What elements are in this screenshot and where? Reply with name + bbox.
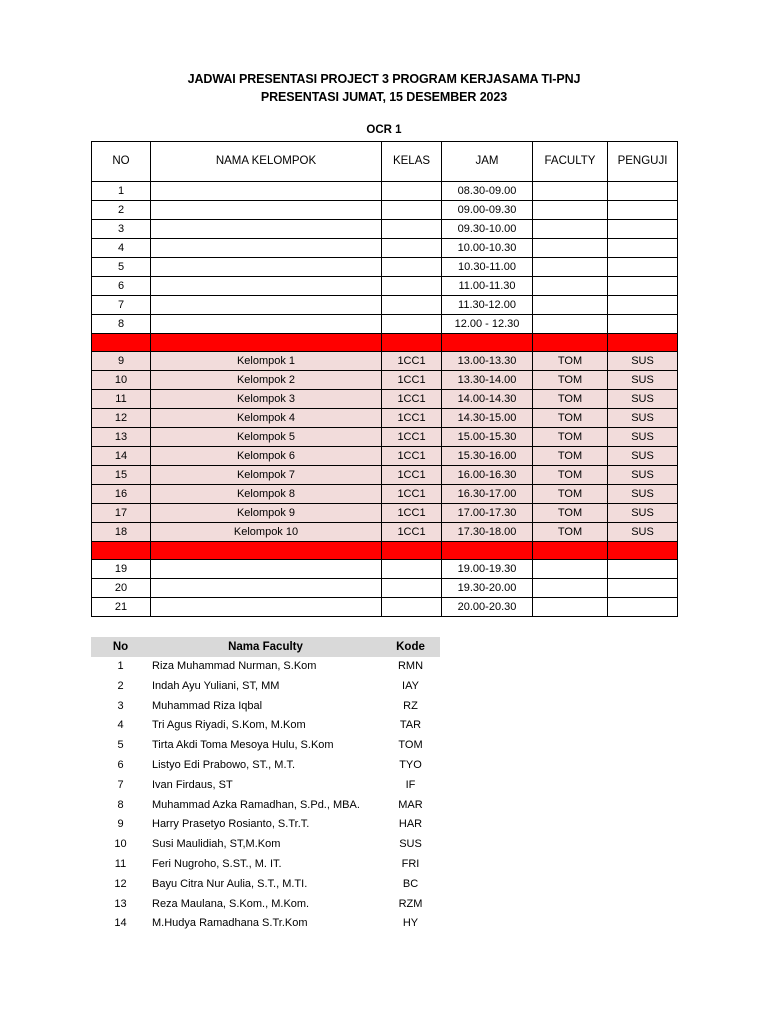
document-subtitle: PRESENTASI JUMAT, 15 DESEMBER 2023 [260, 90, 508, 104]
table-row [92, 220, 678, 239]
faculty-row [91, 756, 440, 776]
cell-nama: Kelompok 4 [151, 409, 382, 428]
table-row [92, 371, 678, 390]
faculty-row [91, 855, 440, 875]
cell-faculty: TOM [533, 371, 608, 390]
cell-faculty: TOM [533, 409, 608, 428]
cell-no: 3 [92, 220, 151, 239]
cell-penguji [608, 598, 678, 617]
cell-nama: Kelompok 3 [151, 390, 382, 409]
cell-jam: 17.00-17.30 [442, 504, 533, 523]
cell-kelas: 1CC1 [382, 371, 442, 390]
cell-no: 10 [92, 371, 151, 390]
cell-kelas: 1CC1 [382, 447, 442, 466]
faculty-no: 9 [117, 818, 124, 831]
cell-no: 12 [92, 409, 151, 428]
faculty-col-kode: Kode [381, 637, 440, 657]
cell-penguji [608, 315, 678, 334]
faculty-nama: Feri Nugroho, S.ST., M. IT. [152, 857, 282, 870]
cell-no: 11 [92, 390, 151, 409]
cell-no: 1 [92, 182, 151, 201]
cell-jam: 20.00-20.30 [442, 598, 533, 617]
cell-jam: 15.00-15.30 [442, 428, 533, 447]
faculty-row [91, 776, 440, 796]
cell-no: 17 [92, 504, 151, 523]
cell-penguji: SUS [608, 352, 678, 371]
cell-penguji [608, 560, 678, 579]
cell-no: 6 [92, 277, 151, 296]
cell-kelas [382, 579, 442, 598]
cell-no: 21 [92, 598, 151, 617]
faculty-nama: Riza Muhammad Nurman, S.Kom [152, 660, 317, 672]
cell-faculty: TOM [533, 485, 608, 504]
faculty-nama: Listyo Edi Prabowo, ST., M.T. [152, 758, 296, 771]
faculty-nama: Susi Maulidiah, ST,M.Kom [152, 838, 281, 851]
faculty-kode: RZM [398, 897, 423, 910]
separator-cell [92, 334, 151, 352]
faculty-nama: Tri Agus Riyadi, S.Kom, M.Kom [152, 719, 306, 732]
cell-penguji: SUS [608, 447, 678, 466]
cell-jam: 10.30-11.00 [442, 258, 533, 277]
table-row [92, 352, 678, 371]
cell-kelas [382, 201, 442, 220]
cell-faculty [533, 296, 608, 315]
separator-cell [442, 334, 533, 352]
cell-no: 15 [92, 466, 151, 485]
cell-faculty: TOM [533, 523, 608, 542]
separator-cell [92, 542, 151, 560]
cell-no: 2 [92, 201, 151, 220]
cell-penguji [608, 277, 678, 296]
cell-no: 18 [92, 523, 151, 542]
table-row [92, 409, 678, 428]
cell-no: 19 [92, 560, 151, 579]
cell-penguji [608, 182, 678, 201]
faculty-no: 8 [117, 798, 124, 811]
schedule-table [91, 141, 678, 617]
cell-no: 20 [92, 579, 151, 598]
faculty-no: 10 [114, 838, 127, 851]
table-row [92, 466, 678, 485]
cell-kelas [382, 315, 442, 334]
table-row [92, 523, 678, 542]
col-header-jam: JAM [442, 142, 533, 182]
cell-penguji [608, 579, 678, 598]
faculty-kode: TAR [399, 719, 422, 732]
cell-faculty [533, 201, 608, 220]
cell-penguji: SUS [608, 504, 678, 523]
cell-jam: 17.30-18.00 [442, 523, 533, 542]
faculty-kode: RMN [397, 660, 424, 672]
cell-faculty [533, 258, 608, 277]
cell-jam: 14.30-15.00 [442, 409, 533, 428]
separator-cell [382, 334, 442, 352]
faculty-nama: Harry Prasetyo Rosianto, S.Tr.T. [152, 818, 310, 831]
faculty-nama: Reza Maulana, S.Kom., M.Kom. [152, 897, 310, 910]
cell-no: 5 [92, 258, 151, 277]
cell-kelas [382, 560, 442, 579]
cell-jam: 09.30-10.00 [442, 220, 533, 239]
table-row [92, 390, 678, 409]
cell-jam: 14.00-14.30 [442, 390, 533, 409]
cell-kelas [382, 296, 442, 315]
col-header-nama-kelompok: NAMA KELOMPOK [151, 142, 382, 182]
faculty-row [91, 657, 440, 677]
faculty-nama: M.Hudya Ramadhana S.Tr.Kom [152, 917, 308, 930]
cell-faculty [533, 220, 608, 239]
cell-jam: 09.00-09.30 [442, 201, 533, 220]
cell-nama: Kelompok 8 [151, 485, 382, 504]
cell-nama [151, 239, 382, 258]
faculty-no: 12 [114, 877, 127, 890]
separator-cell [608, 542, 678, 560]
cell-no: 13 [92, 428, 151, 447]
separator-cell [608, 334, 678, 352]
faculty-row [91, 895, 440, 915]
cell-nama: Kelompok 1 [151, 352, 382, 371]
faculty-table [91, 637, 440, 934]
break-separator-row [92, 334, 678, 352]
cell-penguji [608, 201, 678, 220]
cell-nama: Kelompok 2 [151, 371, 382, 390]
cell-kelas: 1CC1 [382, 352, 442, 371]
cell-kelas: 1CC1 [382, 523, 442, 542]
cell-no: 7 [92, 296, 151, 315]
faculty-nama: Muhammad Riza Iqbal [152, 699, 263, 712]
cell-nama [151, 182, 382, 201]
table-row [92, 182, 678, 201]
faculty-no: 1 [117, 660, 124, 672]
faculty-row [91, 736, 440, 756]
faculty-nama: Bayu Citra Nur Aulia, S.T., M.TI. [152, 877, 308, 890]
table-row [92, 598, 678, 617]
faculty-kode: SUS [399, 838, 422, 851]
cell-nama [151, 220, 382, 239]
separator-cell [151, 542, 382, 560]
separator-cell [533, 334, 608, 352]
cell-jam: 11.30-12.00 [442, 296, 533, 315]
cell-nama: Kelompok 5 [151, 428, 382, 447]
cell-jam: 13.30-14.00 [442, 371, 533, 390]
cell-kelas [382, 239, 442, 258]
cell-kelas [382, 277, 442, 296]
cell-faculty: TOM [533, 447, 608, 466]
cell-jam: 11.00-11.30 [442, 277, 533, 296]
cell-penguji [608, 258, 678, 277]
cell-nama: Kelompok 9 [151, 504, 382, 523]
faculty-col-nama: Nama Faculty [150, 637, 381, 657]
faculty-col-no: No [91, 637, 150, 657]
cell-faculty [533, 598, 608, 617]
separator-cell [442, 542, 533, 560]
cell-kelas [382, 258, 442, 277]
faculty-row [91, 835, 440, 855]
cell-faculty [533, 277, 608, 296]
cell-jam: 19.30-20.00 [442, 579, 533, 598]
faculty-kode: IAY [402, 679, 419, 692]
cell-faculty [533, 579, 608, 598]
cell-jam: 08.30-09.00 [442, 182, 533, 201]
cell-nama [151, 296, 382, 315]
cell-nama: Kelompok 6 [151, 447, 382, 466]
faculty-no: 14 [114, 917, 127, 930]
cell-penguji [608, 239, 678, 258]
cell-jam: 12.00 - 12.30 [442, 315, 533, 334]
cell-kelas [382, 220, 442, 239]
cell-faculty: TOM [533, 504, 608, 523]
faculty-nama: Ivan Firdaus, ST [152, 778, 233, 791]
faculty-row [91, 914, 440, 934]
cell-nama: Kelompok 10 [151, 523, 382, 542]
table-row [92, 201, 678, 220]
faculty-no: 5 [117, 739, 124, 752]
faculty-row [91, 875, 440, 895]
faculty-kode: FRI [401, 857, 420, 870]
separator-cell [151, 334, 382, 352]
cell-jam: 15.30-16.00 [442, 447, 533, 466]
cell-faculty [533, 560, 608, 579]
faculty-no: 11 [114, 857, 127, 870]
faculty-kode: TOM [398, 739, 423, 752]
cell-kelas: 1CC1 [382, 485, 442, 504]
cell-faculty: TOM [533, 352, 608, 371]
cell-faculty: TOM [533, 466, 608, 485]
cell-kelas: 1CC1 [382, 409, 442, 428]
cell-nama [151, 560, 382, 579]
cell-penguji: SUS [608, 428, 678, 447]
faculty-kode: MAR [398, 798, 423, 811]
cell-no: 16 [92, 485, 151, 504]
cell-no: 9 [92, 352, 151, 371]
col-header-kelas: KELAS [382, 142, 442, 182]
cell-penguji: SUS [608, 485, 678, 504]
cell-nama [151, 579, 382, 598]
cell-kelas: 1CC1 [382, 504, 442, 523]
table-row [92, 315, 678, 334]
cell-faculty [533, 182, 608, 201]
cell-jam: 16.00-16.30 [442, 466, 533, 485]
section-label: OCR 1 [366, 124, 402, 136]
separator-cell [382, 542, 442, 560]
faculty-kode: HY [402, 917, 419, 930]
table-row [92, 239, 678, 258]
cell-nama [151, 258, 382, 277]
cell-kelas: 1CC1 [382, 390, 442, 409]
cell-faculty [533, 239, 608, 258]
cell-penguji: SUS [608, 409, 678, 428]
document-title: JADWAI PRESENTASI PROJECT 3 PROGRAM KERJASAMA TI-PNJ [187, 72, 581, 86]
col-header-faculty: FACULTY [533, 142, 608, 182]
cell-no: 4 [92, 239, 151, 258]
table-row [92, 560, 678, 579]
faculty-row [91, 815, 440, 835]
table-row [92, 277, 678, 296]
cell-nama [151, 315, 382, 334]
cell-penguji: SUS [608, 390, 678, 409]
faculty-row [91, 796, 440, 816]
cell-no: 8 [92, 315, 151, 334]
faculty-nama: Muhammad Azka Ramadhan, S.Pd., MBA. [152, 798, 360, 811]
table-row [92, 485, 678, 504]
cell-penguji: SUS [608, 371, 678, 390]
cell-faculty: TOM [533, 390, 608, 409]
separator-cell [533, 542, 608, 560]
schedule-header-row [92, 142, 678, 182]
table-row [92, 447, 678, 466]
cell-penguji [608, 296, 678, 315]
table-row [92, 258, 678, 277]
table-row [92, 504, 678, 523]
cell-faculty [533, 315, 608, 334]
col-header-penguji: PENGUJI [608, 142, 678, 182]
faculty-no: 4 [117, 719, 124, 732]
table-row [92, 296, 678, 315]
faculty-kode: BC [402, 877, 419, 890]
faculty-nama: Tirta Akdi Toma Mesoya Hulu, S.Kom [152, 739, 334, 752]
faculty-kode: RZ [403, 699, 418, 712]
cell-faculty: TOM [533, 428, 608, 447]
cell-penguji [608, 220, 678, 239]
faculty-no: 6 [117, 758, 124, 771]
cell-kelas [382, 598, 442, 617]
cell-penguji: SUS [608, 466, 678, 485]
cell-nama [151, 201, 382, 220]
cell-jam: 19.00-19.30 [442, 560, 533, 579]
faculty-kode: TYO [399, 758, 422, 771]
table-row [92, 428, 678, 447]
col-header-no: NO [92, 142, 151, 182]
break-separator-row [92, 542, 678, 560]
faculty-no: 7 [117, 778, 124, 791]
cell-nama [151, 598, 382, 617]
faculty-no: 3 [117, 699, 124, 712]
faculty-no: 2 [117, 679, 124, 692]
cell-no: 14 [92, 447, 151, 466]
faculty-row [91, 716, 440, 736]
cell-jam: 16.30-17.00 [442, 485, 533, 504]
cell-kelas [382, 182, 442, 201]
faculty-row [91, 677, 440, 697]
cell-nama: Kelompok 7 [151, 466, 382, 485]
faculty-kode: HAR [398, 818, 423, 831]
faculty-nama: Indah Ayu Yuliani, ST, MM [152, 679, 280, 692]
cell-kelas: 1CC1 [382, 466, 442, 485]
cell-kelas: 1CC1 [382, 428, 442, 447]
cell-jam: 10.00-10.30 [442, 239, 533, 258]
table-row [92, 579, 678, 598]
faculty-header-row [91, 637, 440, 657]
faculty-kode: IF [405, 778, 416, 791]
faculty-no: 13 [114, 897, 127, 910]
faculty-row [91, 697, 440, 717]
cell-jam: 13.00-13.30 [442, 352, 533, 371]
cell-nama [151, 277, 382, 296]
cell-penguji: SUS [608, 523, 678, 542]
